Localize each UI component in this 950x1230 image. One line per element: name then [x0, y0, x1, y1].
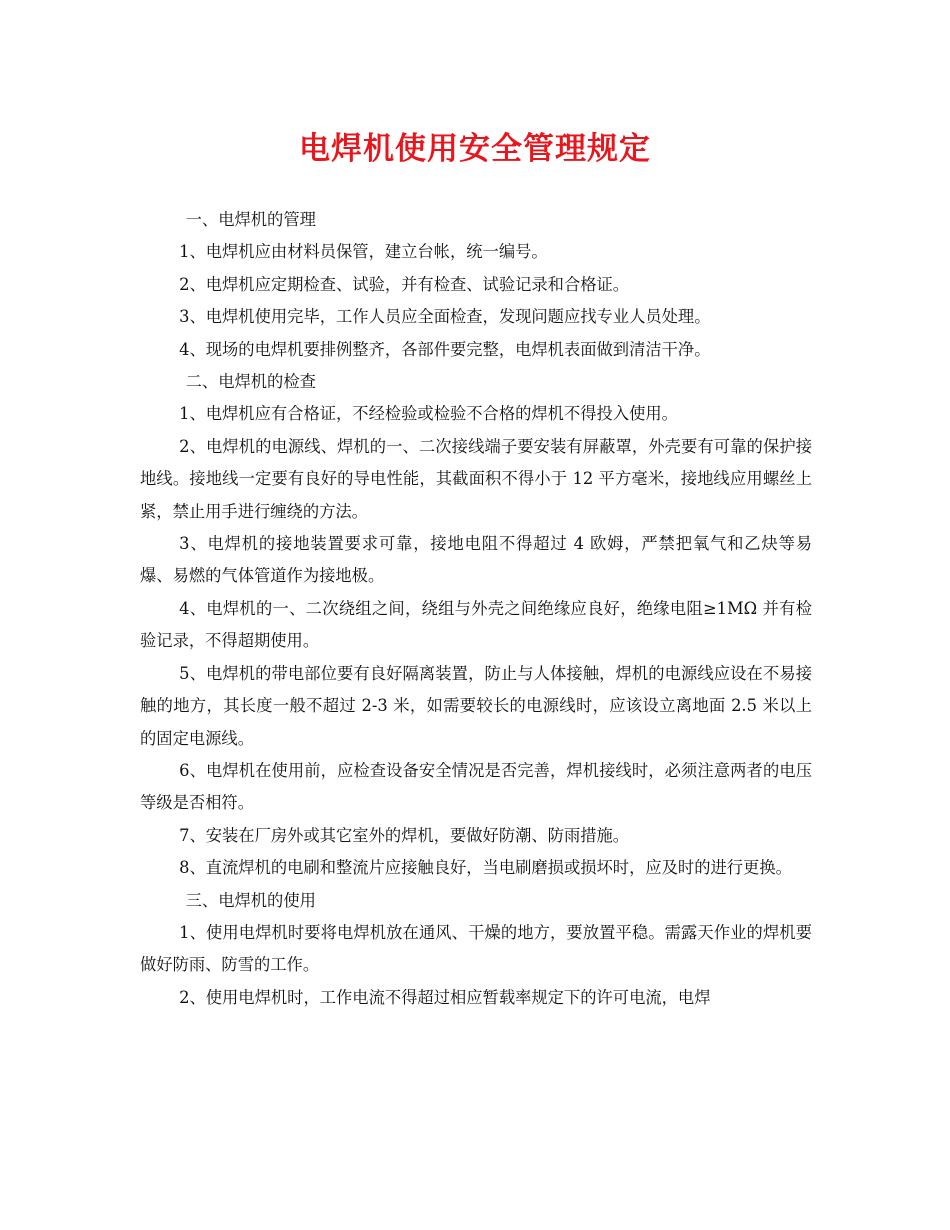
section-heading: 二、电焊机的检查 — [185, 372, 316, 392]
paragraph: 2、电焊机的电源线、焊机的一、二次接线端子要安装有屏蔽罩，外壳要有可靠的保护接地线。接地线一定要有良好的导电性能，其截面积不得小于 12 平方毫米，接地线应用螺丝上紧，禁止用手进行缠绕的方法。 — [140, 436, 812, 521]
paragraph: 2、电焊机应定期检查、试验，并有检查、试验记录和合格证。 — [179, 274, 630, 294]
paragraph: 4、现场的电焊机要排例整齐，各部件要完整，电焊机表面做到清洁干净。 — [179, 339, 711, 359]
document-title: 电焊机使用安全管理规定 — [299, 131, 651, 167]
paragraph: 4、电焊机的一、二次绕组之间，绕组与外壳之间绝缘应良好，绝缘电阻≥1MΩ 并有检验记录，不得超期使用。 — [140, 598, 812, 651]
paragraph: 1、电焊机应由材料员保管，建立台帐，统一编号。 — [179, 242, 548, 262]
paragraph: 1、电焊机应有合格证，不经检验或检验不合格的焊机不得投入使用。 — [179, 404, 678, 424]
paragraph: 6、电焊机在使用前，应检查设备安全情况是否完善，焊机接线时，必须注意两者的电压等级是否相符。 — [140, 760, 812, 813]
paragraph: 5、电焊机的带电部位要有良好隔离装置，防止与人体接触，焊机的电源线应设在不易接触的地方，其长度一般不超过 2-3 米，如需要较长的电源线时，应该设立离地面 2.5 米以上的固定电源线。 — [140, 663, 812, 748]
paragraph: 3、电焊机的接地装置要求可靠，接地电阻不得超过 4 欧姆，严禁把氧气和乙炔等易爆、易燃的气体管道作为接地极。 — [140, 534, 812, 586]
section-heading: 三、电焊机的使用 — [185, 890, 316, 910]
document-body — [140, 204, 812, 1014]
paragraph: 2、使用电焊机时，工作电流不得超过相应暂载率规定下的许可电流，电焊 — [179, 987, 711, 1007]
paragraph: 8、直流焊机的电刷和整流片应接触良好，当电刷磨损或损坏时，应及时的进行更换。 — [179, 858, 792, 878]
paragraph: 7、安装在厂房外或其它室外的焊机，要做好防潮、防雨措施。 — [179, 825, 630, 845]
paragraph: 1、使用电焊机时要将电焊机放在通风、干燥的地方，要放置平稳。需露天作业的焊机要做好防雨、防雪的工作。 — [140, 922, 812, 975]
paragraph: 3、电焊机使用完毕，工作人员应全面检查，发现问题应找专业人员处理。 — [179, 307, 711, 327]
section-heading: 一、电焊机的管理 — [185, 210, 316, 229]
